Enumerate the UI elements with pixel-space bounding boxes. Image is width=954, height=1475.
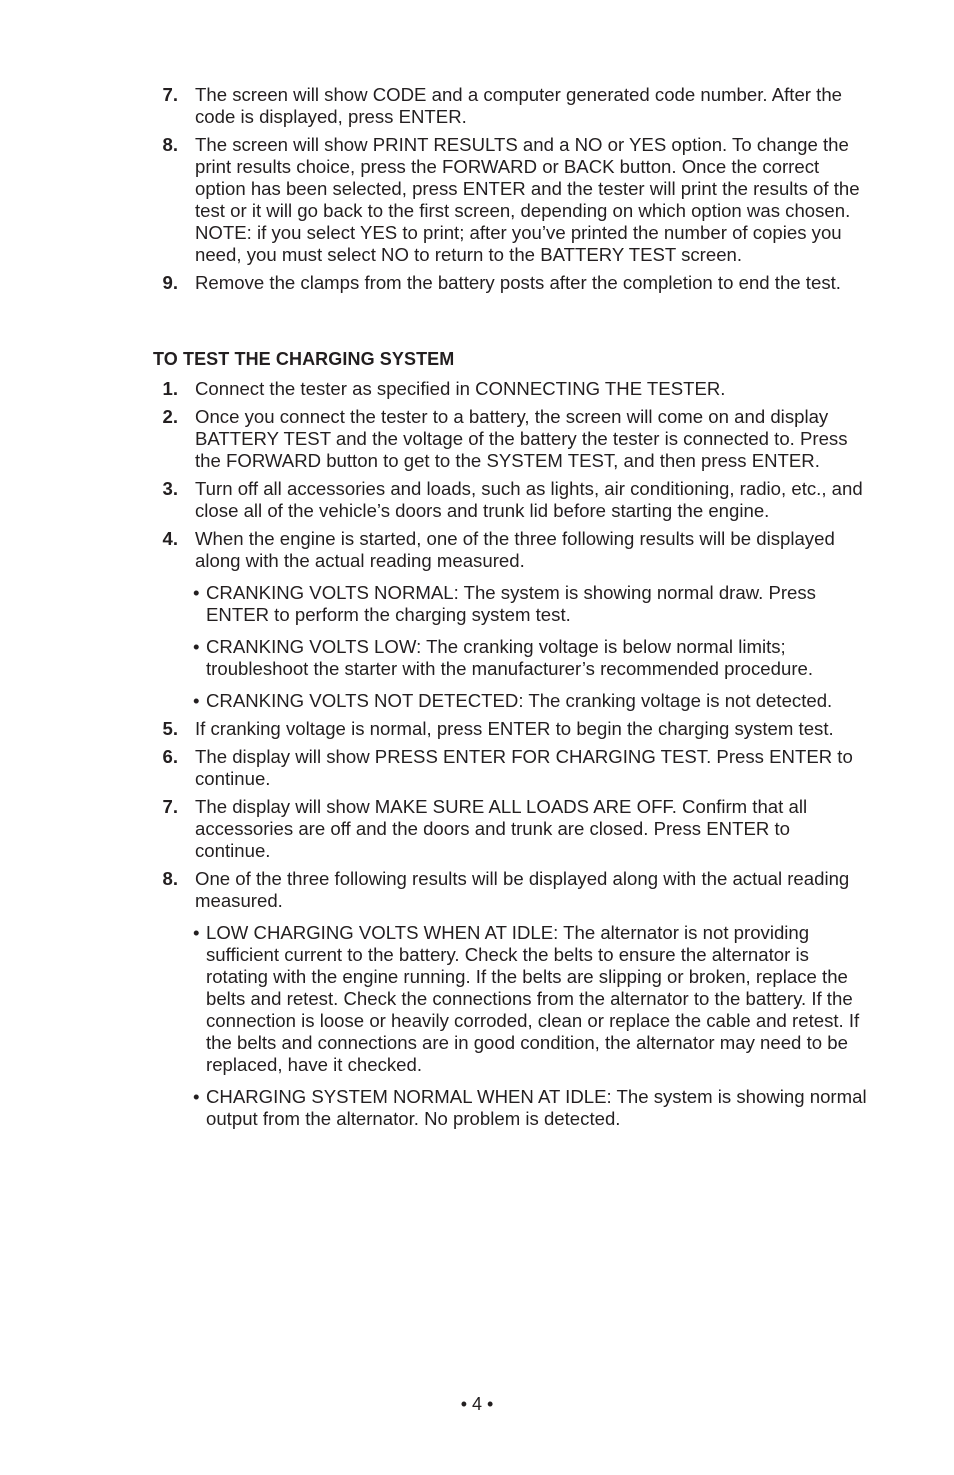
list-item xyxy=(150,134,870,266)
list-item xyxy=(150,84,870,128)
list-item xyxy=(150,478,870,522)
list-item xyxy=(150,796,870,862)
step-text: The display will show MAKE SURE ALL LOADS ARE OFF. Confirm that all accessories are off and the doors and trunk are closed. Press ENTER to continue. xyxy=(195,796,808,861)
step-text: The screen will show PRINT RESULTS and a NO or YES option. To change the print results choice, press the FORWARD or BACK button. Once the correct option has been selected, press ENTER and the tester will print the results of the test or it will go back to the first screen, depending on which option was chosen. NOTE: if you select YES to print; after you’ve printed the number of copies you need, you must select NO to return to the BATTERY TEST screen. xyxy=(195,134,860,265)
step-number: 7. xyxy=(162,84,178,105)
bullet-marker: • xyxy=(193,636,200,657)
list-item xyxy=(150,718,870,740)
bullet-marker: • xyxy=(193,690,200,711)
step-text: The screen will show CODE and a computer generated code number. After the code is displayed, press ENTER. xyxy=(195,84,842,127)
list-item xyxy=(150,868,870,912)
bullet-text: LOW CHARGING VOLTS WHEN AT IDLE: The alternator is not providing sufficient current to the battery. Check the belts to ensure the alternator is rotating with the engine running. If the belts are slipping or broken, replace the belts and retest. Check the connections from the alternator to the battery. If the connection is loose or heavily corroded, clean or replace the cable and retest. If the belts and connections are in good condition, the alternator may need to be replaced, have it checked. xyxy=(206,922,860,1075)
bullet-text: CRANKING VOLTS NOT DETECTED: The cranking voltage is not detected. xyxy=(206,690,833,711)
step-text: One of the three following results will be displayed along with the actual reading measured. xyxy=(195,868,850,911)
step-number: 6. xyxy=(162,746,178,767)
bullet-marker: • xyxy=(193,1086,200,1107)
steps-list-print xyxy=(150,84,870,300)
steps-list-charging xyxy=(150,378,870,1140)
step-number: 5. xyxy=(162,718,178,739)
list-item xyxy=(150,528,870,572)
bullet-item xyxy=(150,1086,870,1130)
bullet-item xyxy=(150,922,870,1076)
step-text: Once you connect the tester to a battery, the screen will come on and display BATTERY TEST and the voltage of the battery the tester is connected to. Press the FORWARD button to get to the SYSTEM TEST, and then press ENTER. xyxy=(195,406,848,471)
list-item xyxy=(150,746,870,790)
step-number: 3. xyxy=(162,478,178,499)
step-text: Turn off all accessories and loads, such as lights, air conditioning, radio, etc., and close all of the vehicle’s doors and trunk lid before starting the engine. xyxy=(195,478,863,521)
bullet-marker: • xyxy=(193,582,200,603)
section-heading: TO TEST THE CHARGING SYSTEM xyxy=(153,349,455,369)
step-text: Remove the clamps from the battery posts after the completion to end the test. xyxy=(195,272,841,293)
step-number: 4. xyxy=(162,528,178,549)
page-number: • 4 • xyxy=(460,1394,494,1414)
step-text: Connect the tester as specified in CONNECTING THE TESTER. xyxy=(195,378,726,399)
step-number: 8. xyxy=(162,134,178,155)
step-text: If cranking voltage is normal, press ENTER to begin the charging system test. xyxy=(195,718,834,739)
step-number: 2. xyxy=(162,406,178,427)
bullet-item xyxy=(150,690,870,712)
step-number: 8. xyxy=(162,868,178,889)
bullet-text: CRANKING VOLTS NORMAL: The system is showing normal draw. Press ENTER to perform the charging system test. xyxy=(206,582,816,625)
list-item xyxy=(150,378,870,400)
list-item xyxy=(150,272,870,294)
step-number: 9. xyxy=(162,272,178,293)
step-number: 1. xyxy=(162,378,178,399)
bullet-text: CHARGING SYSTEM NORMAL WHEN AT IDLE: The system is showing normal output from the alternator. No problem is detected. xyxy=(206,1086,867,1129)
bullet-marker: • xyxy=(193,922,200,943)
step-number: 7. xyxy=(162,796,178,817)
list-item xyxy=(150,406,870,472)
bullet-item xyxy=(150,582,870,626)
bullet-text: CRANKING VOLTS LOW: The cranking voltage is below normal limits; troubleshoot the starter with the manufacturer’s recommended procedure. xyxy=(206,636,814,679)
step-text: The display will show PRESS ENTER FOR CHARGING TEST. Press ENTER to continue. xyxy=(195,746,853,789)
bullet-item xyxy=(150,636,870,680)
step-text: When the engine is started, one of the three following results will be displayed along with the actual reading measured. xyxy=(195,528,835,571)
